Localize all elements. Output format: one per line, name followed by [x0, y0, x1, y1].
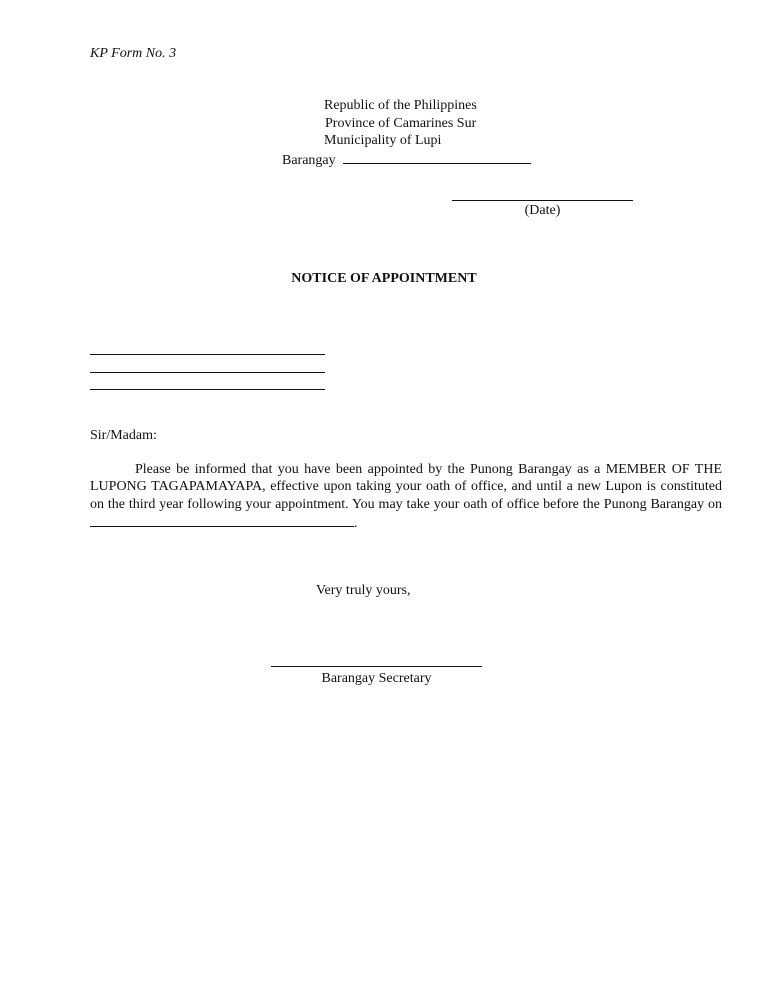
barangay-blank[interactable] [343, 150, 531, 164]
addressee-line-2[interactable] [90, 372, 325, 373]
signatory-title: Barangay Secretary [321, 671, 432, 686]
body-text: Please be informed that you have been appointed by the Punong Barangay as a MEMBER OF THE LUPONG TAGAPAMAYAPA, effective upon taking your oath of office, and until a new Lupon is constituted on the third year following your appointment. You may take your oath of office before the Punong Barangay on [90, 462, 722, 512]
header-province: Province of Camarines Sur [325, 116, 477, 131]
salutation: Sir/Madam: [90, 428, 157, 443]
oath-date-blank[interactable] [90, 513, 354, 527]
date-label: (Date) [524, 203, 561, 218]
date-blank[interactable] [452, 200, 633, 201]
body-paragraph [90, 461, 722, 532]
form-number: KP Form No. 3 [90, 46, 177, 61]
closing: Very truly yours, [316, 583, 411, 598]
body-end: . [354, 515, 358, 531]
addressee-line-1[interactable] [90, 354, 325, 355]
barangay-label: Barangay [282, 153, 336, 168]
header-country: Republic of the Philippines [324, 98, 477, 113]
addressee-line-3[interactable] [90, 389, 325, 390]
document-title: NOTICE OF APPOINTMENT [291, 271, 477, 286]
header-barangay [282, 150, 531, 169]
header-municipality: Municipality of Lupi [324, 133, 442, 148]
signature-line[interactable] [271, 666, 482, 667]
